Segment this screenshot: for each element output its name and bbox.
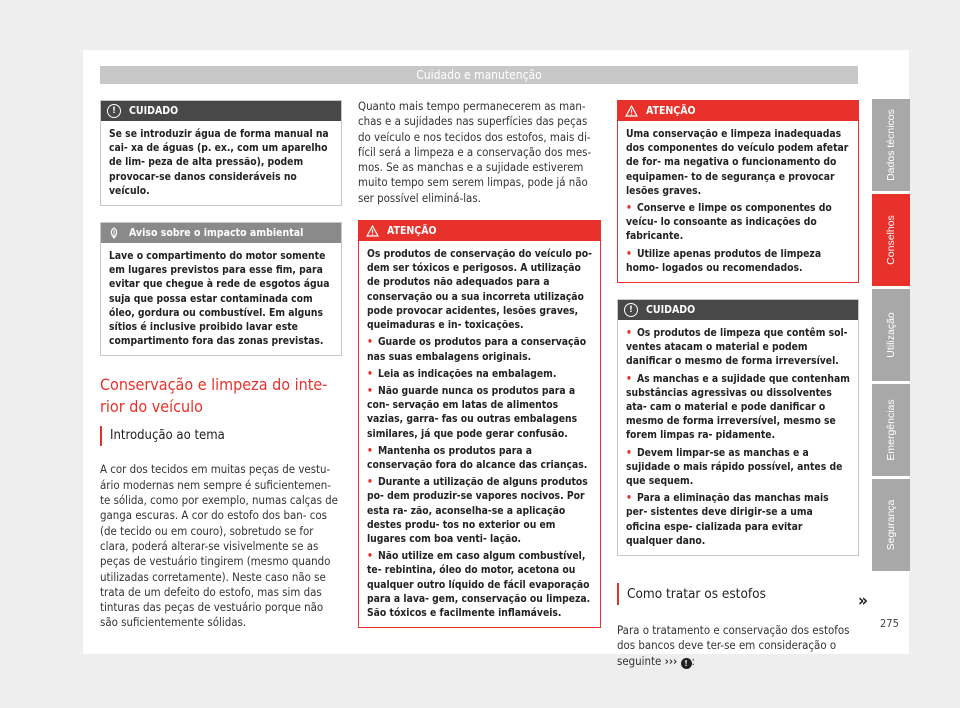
cuidado-bullet: • As manchas e a sujidade que contenham substâncias agressivas ou dissolventes ata- cam o material e pode danificar o mesmo de forma irreversível, mesmo se forem limpas ra- pidamente. [626, 372, 850, 443]
tab-label: Segurança [885, 499, 897, 551]
column-left [100, 100, 342, 631]
atencao-box-header [359, 221, 600, 241]
atencao-box-products [358, 220, 601, 628]
page-number: 275 [880, 617, 899, 630]
atencao-box-body [359, 241, 600, 627]
tab-label: Dados técnicos [885, 109, 897, 181]
upholstery-text: Para o tratamento e conservação dos estofos dos bancos deve ter-se em consideração o seguinte [617, 623, 850, 668]
tab-label: Conselhos [885, 215, 897, 265]
side-tabs [872, 99, 910, 574]
cuidado-box-body [618, 320, 858, 555]
upholstery-paragraph [617, 623, 859, 669]
colon: : [691, 653, 695, 668]
atencao-box-body [618, 121, 858, 282]
atencao-bullet: • Mantenha os produtos para a conservação fora do alcance das crianças. [367, 444, 592, 472]
info-reference-icon[interactable]: ! [681, 658, 692, 669]
atencao-bullet: • Leia as indicações na embalagem. [367, 367, 592, 381]
atencao-intro: Os produtos de conservação do veículo po- dem ser tóxicos e perigosos. A utilização de produtos não adequados para a conservação ou a sua incorreta utilização pode provocar acidentes, lesões graves, queimaduras e in- toxicações. [367, 248, 592, 332]
cuidado-text: Se se introduzir água de forma manual na cai- xa de águas (p. ex., com um aparelho de lim- peza de alta pressão), podem provocar-se danos consideráveis no veículo. [109, 128, 329, 197]
atencao-box-header [618, 101, 858, 121]
atencao-bullet: • Não guarde nunca os produtos para a con- servação em latas de alimentos vazias, garra- fas ou outras embalagens similares, já que pode gerar confusão. [367, 384, 592, 441]
cuidado-bullet: • Devem limpar-se as manchas e a sujidade o mais rápido possível, antes de que sequem. [626, 446, 850, 489]
atencao-box-components [617, 100, 859, 283]
cuidado-bullet: • Para a eliminação das manchas mais per- sistentes deve dirigir-se a uma oficina espe- cializada para evitar qualquer dano. [626, 491, 850, 548]
stains-paragraph: Quanto mais tempo permanecerem as man- chas e a sujidades nas superfícies das peças do veículo e nos tecidos dos estofos, mais di- fícil será a limpeza e a conservação dos mes- mos. Se as manchas e a sujidade estiverem muito tempo sem serem limpas, pode já não ser possível eliminá-las. [358, 99, 592, 205]
atencao-intro: Uma conservação e limpeza inadequadas dos componentes do veículo podem afetar de for- ma negativa o funcionamento do equipamen- to de segurança e provocar lesões graves. [626, 128, 849, 197]
environment-box-header [101, 223, 341, 243]
cuidado-box-header [101, 101, 341, 121]
atencao-bullet: • Durante a utilização de alguns produtos po- dem produzir-se vapores nocivos. Por esta ra- zão, aconselha-se a aplicação destes produ- tos no exterior ou em lugares com boa venti- lação. [367, 475, 592, 546]
page-header: Cuidado e manutenção [100, 66, 858, 84]
upholstery-heading: Como tratar os estofos [617, 583, 859, 605]
info-circle-icon: ! [107, 104, 121, 118]
environment-leaf-icon [107, 226, 121, 240]
tab-conselhos[interactable] [872, 194, 910, 286]
tab-utilizacao[interactable] [872, 289, 910, 381]
warning-triangle-icon [624, 104, 638, 118]
reference-arrow[interactable]: ››› [664, 653, 678, 668]
cuidado-box-body [101, 121, 341, 205]
cuidado-box [100, 100, 342, 206]
environment-box [100, 222, 342, 356]
column-middle [358, 99, 601, 644]
cuidado-box-header [618, 300, 858, 320]
tab-dados-tecnicos[interactable] [872, 99, 910, 191]
section-title: Conservação e limpeza do inte- rior do veículo [100, 375, 328, 417]
section-subtitle: Introdução ao tema [100, 426, 342, 446]
tab-label: Utilização [885, 312, 897, 358]
environment-box-body [101, 243, 341, 355]
atencao-bullet: • Não utilize em caso algum combustível, te- rebintina, óleo do motor, acetona ou qualquer outro líquido de fácil evaporação para a lava- gem, conservação ou limpeza. São tóxicos e facilmente inflamáveis. [367, 549, 592, 620]
cuidado-label: CUIDADO [129, 105, 179, 117]
atencao-bullet: • Utilize apenas produtos de limpeza homo- logados ou recomendados. [626, 247, 850, 275]
cuidado-label: CUIDADO [646, 304, 696, 317]
atencao-bullet: • Guarde os produtos para a conservação nas suas embalagens originais. [367, 335, 592, 363]
continue-arrow-icon: » [858, 591, 868, 611]
atencao-label: ATENÇÃO [387, 225, 437, 238]
environment-text: Lave o compartimento do motor somente em lugares previstos para esse fim, para evitar que chegue à rede de esgotos água suja que possa estar contaminada com óleo, gordura ou combustível. Em alguns sítios é inclusive proibido lavar este compartimento fora das zonas previstas. [109, 250, 330, 348]
atencao-bullet: • Conserve e limpe os componentes do veícu- lo consoante as indicações do fabricante. [626, 201, 850, 244]
column-right [617, 100, 859, 669]
warning-triangle-icon [365, 224, 379, 238]
atencao-label: ATENÇÃO [646, 105, 696, 117]
tab-label: Emergências [885, 399, 897, 461]
info-circle-icon: ! [624, 303, 638, 317]
cuidado-bullet: • Os produtos de limpeza que contêm sol- ventes atacam o material e podem danificar o mesmo de forma irreversível. [626, 326, 850, 369]
tab-emergencias[interactable] [872, 384, 910, 476]
intro-paragraph: A cor dos tecidos em muitas peças de vestu- ário modernas nem sempre é suficientemen- te sólida, como por exemplo, numas calças de ganga escuras. A cor do estofo dos ban- cos (de tecido ou em couro), sobretudo se for clara, poderá alterar-se visivelmente se as peças de vestuário tingirem (mesmo quando utilizadas corretamente). Neste caso não se trata de um defeito do estofo, mas sim das tinturas das peças de vestuário porque não são suficientemente sólidas. [100, 462, 338, 630]
cuidado-box-cleaning [617, 299, 859, 556]
tab-seguranca[interactable] [872, 479, 910, 571]
environment-label: Aviso sobre o impacto ambiental [129, 227, 304, 240]
